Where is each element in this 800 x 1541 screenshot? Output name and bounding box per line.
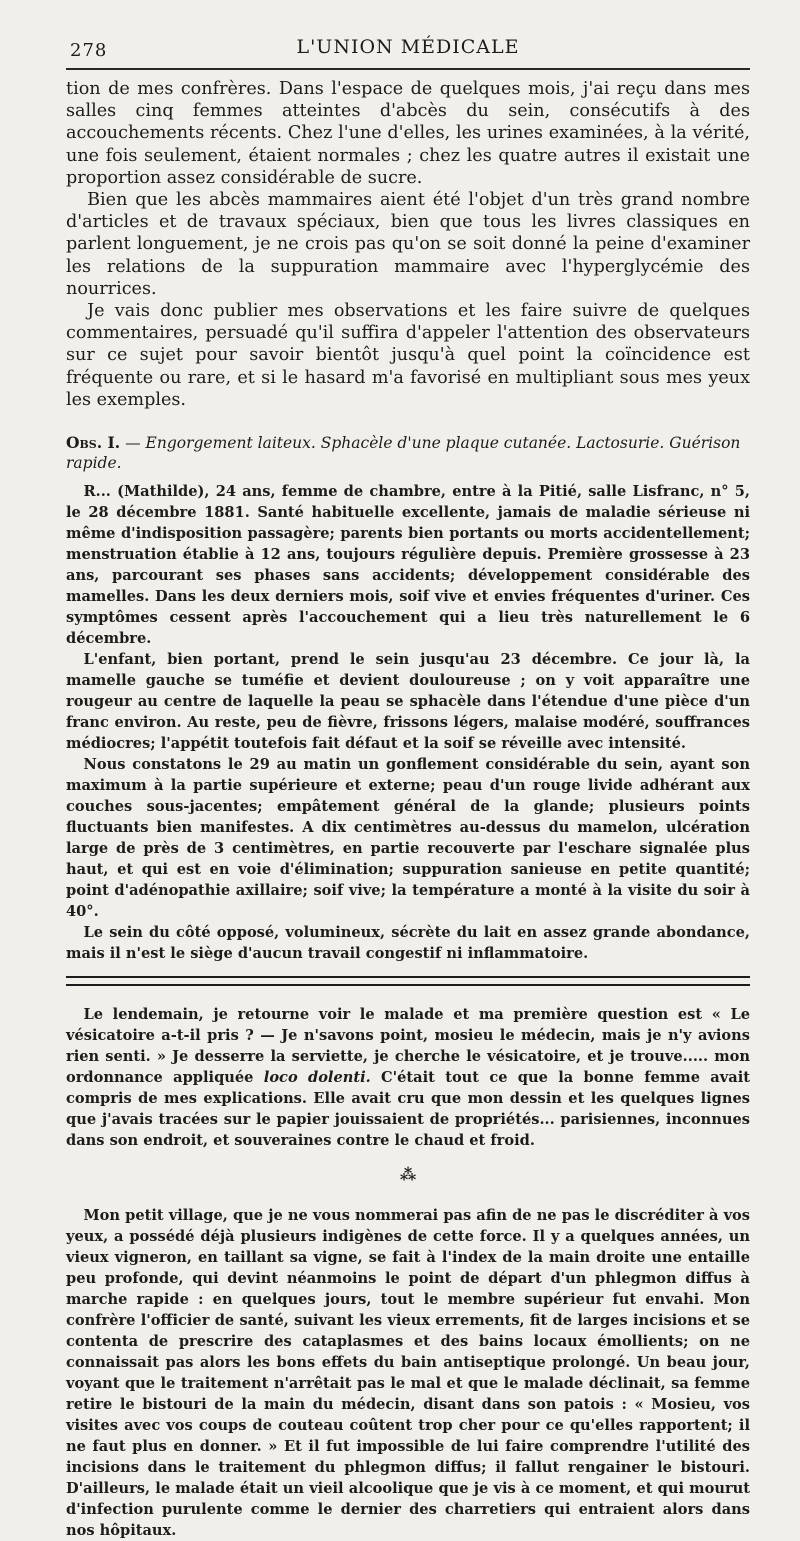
observation-paragraph: Le sein du côté opposé, volumineux, sécrète du lait en assez grande abondance, mais il n'est le siège d'aucun travail congestif ni inflammatoire. bbox=[66, 924, 750, 963]
observation-title: — Engorgement laiteux. Sphacèle d'une plaque cutanée. Lactosurie. Guérison rapide. bbox=[66, 434, 741, 473]
observation-label: Obs. I. bbox=[66, 433, 121, 453]
header-rule bbox=[66, 68, 750, 70]
observation-body bbox=[66, 481, 750, 964]
article-paragraph: Je vais donc publier mes observations et les faire suivre de quelques commentaires, persuadé qu'il suffira d'appeler l'attention des observateurs sur ce sujet pour savoir bientôt jusqu'à quel point la coïncidence est fréquente ou rare, et si le hasard m'a favorisé en multipliant sous mes yeux les exemples. bbox=[66, 301, 750, 410]
journal-title: L'UNION MÉDICALE bbox=[296, 36, 520, 58]
asterism: ⁂ bbox=[399, 1165, 417, 1185]
page-number: 278 bbox=[70, 40, 108, 61]
running-header bbox=[66, 30, 750, 64]
article-body bbox=[66, 78, 750, 411]
feuilleton-body bbox=[66, 1004, 750, 1541]
feuilleton-paragraph bbox=[66, 1004, 750, 1151]
observation-paragraph: R... (Mathilde), 24 ans, femme de chambre, entre à la Pitié, salle Lisfranc, n° 5, le 28 décembre 1881. Santé habituelle excellente, jamais de maladie sérieuse ni même d'indisposition passagère; parents bien portants ou morts accidentellement; menstruation établie à 12 ans, toujours régulière depuis. Première grossesse à 23 ans, parcourant ses phases sans accidents; développement considérable des mamelles. Dans les deux derniers mois, soif vive et envies fréquentes d'uriner. Ces symptômes cessent après l'accouchement qui a lieu très naturellement le 6 décembre. bbox=[66, 483, 750, 648]
feuilleton-paragraph: Mon petit village, que je ne vous nommerai pas afin de ne pas le discréditer à vos yeux, a possédé déjà plusieurs indigènes de cette force. Il y a quelques années, un vieux vigneron, en taillant sa vigne, se fait à l'index de la main droite une entaille peu profonde, qui devint néanmoins le point de départ d'un phlegmon diffus à marche rapide : en quelques jours, tout le membre supérieur fut envahi. Mon confrère l'officier de santé, suivant les vieux errements, fit de larges incisions et se contenta de prescrire des cataplasmes et des bains locaux émollients; on ne connaissait pas alors les bons effets du bain antiseptique prolongé. Un beau jour, voyant que le traitement n'arrêtait pas le mal et que le malade déclinait, sa femme retire le bistouri de la main du médecin, disant dans son patois : « Mosieu, vos visites avec vos coups de couteau coûtent trop cher pour ce qu'elles rapportent; il ne faut plus en donner. » Et il fut impossible de lui faire comprendre l'utilité des incisions dans le traitement du phlegmon diffus; il fallut rengainer le bistouri. D'ailleurs, le malade était un vieil alcoolique que je vis à ce moment, et qui mourut d'infection purulente comme le dernier des charretiers qui entraient alors dans nos hôpitaux. bbox=[66, 1207, 750, 1540]
observation-heading bbox=[66, 433, 750, 473]
observation-paragraph: L'enfant, bien portant, prend le sein jusqu'au 23 décembre. Ce jour là, la mamelle gauche se tuméfie et devient douloureuse ; on y voit apparaître une rougeur au centre de laquelle la peau se sphacèle dans l'étendue d'une pièce d'un franc environ. Au reste, peu de fièvre, frissons légers, malaise modéré, souffrances médiocres; l'appétit toutefois fait défaut et la soif se réveille avec intensité. bbox=[66, 651, 750, 753]
feuilleton-italic-text: loco dolenti. bbox=[263, 1069, 371, 1087]
observation-paragraph: Nous constatons le 29 au matin un gonflement considérable du sein, ayant son maximum à la partie supérieure et externe; peau d'un rouge livide adhérant aux couches sous-jacentes; empâtement général de la glande; plusieurs points fluctuants bien manifestes. A dix centimètres au-dessus du mamelon, ulcération large de près de 3 centimètres, en partie recouverte par l'eschare signalée plus haut, et qui est en voie d'élimination; suppuration sanieuse en petite quantité; point d'adénopathie axillaire; soif vive; la température a monté à la visite du soir à 40°. bbox=[66, 756, 750, 921]
feuilleton-text: Le lendemain, je retourne voir le malade et ma première question est « Le vésicatoire a-t-il pris ? — Je n'savons point, mosieu le médecin, mais je n'y avions rien senti. » Je desserre la serviette, je cherche le vésicatoire, et je trouve..... mon ordonnance appliquée bbox=[66, 1006, 750, 1087]
article-paragraph: tion de mes confrères. Dans l'espace de quelques mois, j'ai reçu dans mes salles cinq femmes atteintes d'abcès du sein, consécutifs à des accouchements récents. Chez l'une d'elles, les urines examinées, à la vérité, une fois seulement, étaient normales ; chez les quatre autres il existait une proportion assez considérable de sucre. bbox=[66, 79, 750, 188]
article-paragraph: Bien que les abcès mammaires aient été l'objet d'un très grand nombre d'articles et de travaux spéciaux, bien que tous les livres classiques en parlent longuement, je ne crois pas qu'on se soit donné la peine d'examiner les relations de la suppuration mammaire avec l'hyperglycémie des nourrices. bbox=[66, 190, 750, 299]
feuilleton-text: C'était tout ce que la bonne femme avait compris de mes explications. Elle avait cru que mon dessin et les quelques lignes que j'avais tracées sur le papier jouissaient de propriétés... parisiennes, inconnues dans son endroit, et souveraines contre le chaud et froid. bbox=[66, 1069, 750, 1150]
feuilleton-separator bbox=[66, 976, 750, 986]
